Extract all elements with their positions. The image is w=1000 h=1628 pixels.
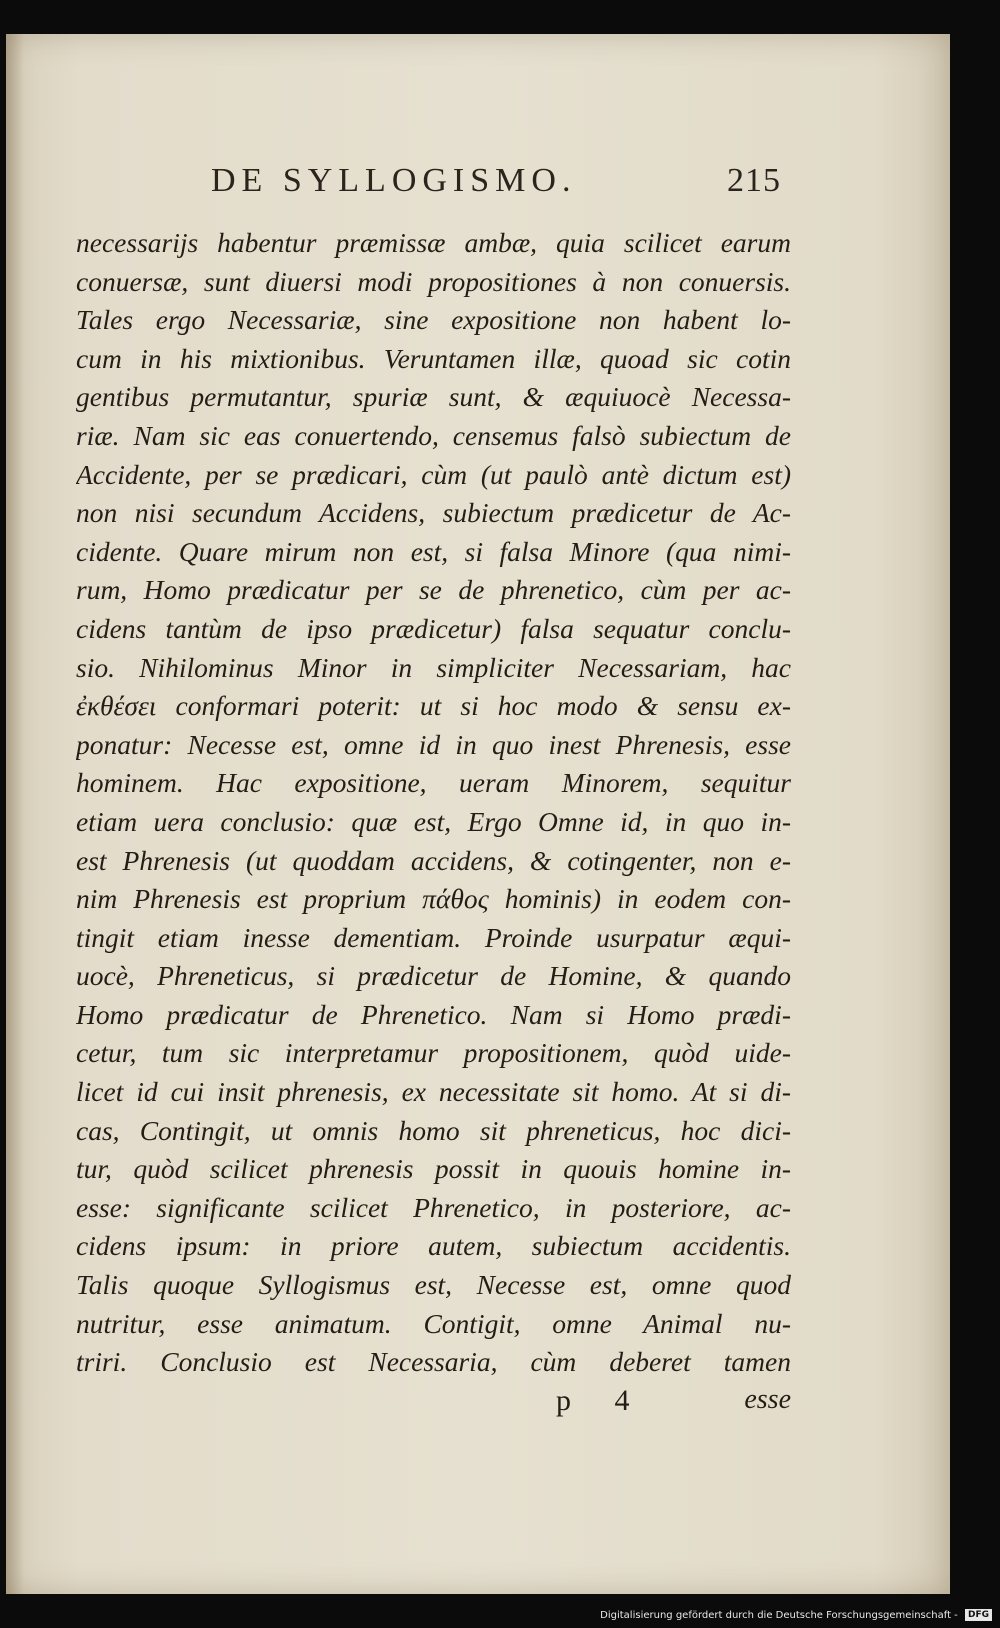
- text-line: cidens ipsum: in priore autem, subiectum accidentis.: [76, 1230, 791, 1262]
- text-line: uocè, Phreneticus, si prædicetur de Homine, & quando: [76, 960, 791, 992]
- text-line: gentibus permutantur, spuriæ sunt, & æquiuocè Necessa-: [76, 381, 791, 413]
- text-line: triri. Conclusio est Necessaria, cùm deberet tamen: [76, 1346, 791, 1378]
- text-line: Talis quoque Syllogismus est, Necesse est, omne quod: [76, 1269, 791, 1301]
- text-line: rum, Homo prædicatur per se de phrenetico, cùm per ac-: [76, 574, 791, 606]
- text-line: cum in his mixtionibus. Veruntamen illæ, quoad sic cotin: [76, 342, 791, 374]
- page-number: 215: [727, 162, 781, 199]
- text-line: Tales ergo Necessariæ, sine expositione non habent lo-: [76, 304, 791, 336]
- dfg-logo: DFG: [965, 1609, 992, 1621]
- text-line: riæ. Nam sic eas conuertendo, censemus falsò subiectum de: [76, 419, 791, 451]
- text-line: sio. Nihilominus Minor in simpliciter Necessariam, hac: [76, 651, 791, 683]
- text-line: non nisi secundum Accidens, subiectum prædicetur de Ac-: [76, 497, 791, 529]
- book-page: [6, 34, 950, 1594]
- text-line: nutritur, esse animatum. Contigit, omne Animal nu-: [76, 1307, 791, 1339]
- page-footer: [76, 1384, 791, 1424]
- body-text: [76, 224, 791, 1382]
- text-line: licet id cui insit phrenesis, ex necessitate sit homo. At si di-: [76, 1076, 791, 1108]
- text-line: hominem. Hac expositione, ueram Minorem, sequitur: [76, 767, 791, 799]
- text-line: tingit etiam inesse dementiam. Proinde usurpatur æqui-: [76, 921, 791, 953]
- text-line: conuersæ, sunt diuersi modi propositiones à non conuersis.: [76, 265, 791, 297]
- text-line: esse: significante scilicet Phrenetico, in posteriore, ac-: [76, 1191, 791, 1223]
- text-line: cetur, tum sic interpretamur propositionem, quòd uide-: [76, 1037, 791, 1069]
- catchword: esse: [744, 1384, 791, 1415]
- signature-mark: p 4: [556, 1384, 648, 1417]
- text-line: ponatur: Necesse est, omne id in quo inest Phrenesis, esse: [76, 728, 791, 760]
- credit-text: Digitalisierung gefördert durch die Deutsche Forschungsgemeinschaft -: [600, 1610, 958, 1621]
- text-line: nim Phrenesis est proprium πάθος hominis) in eodem con-: [76, 883, 791, 915]
- running-header: [211, 162, 781, 212]
- text-line: Homo prædicatur de Phrenetico. Nam si Homo prædi-: [76, 998, 791, 1030]
- text-line: ἐκθέσει conformari poterit: ut si hoc modo & sensu ex-: [76, 690, 791, 722]
- text-line: Accidente, per se prædicari, cùm (ut paulò antè dictum est): [76, 458, 791, 490]
- running-title: DE SYLLOGISMO.: [211, 162, 577, 199]
- text-line: etiam uera conclusio: quæ est, Ergo Omne id, in quo in-: [76, 805, 791, 837]
- text-line: est Phrenesis (ut quoddam accidens, & cotingenter, non e-: [76, 844, 791, 876]
- text-line: necessarijs habentur præmissæ ambæ, quia scilicet earum: [76, 227, 791, 258]
- digitization-credit: [600, 1607, 992, 1625]
- text-line: cidens tantùm de ipso prædicetur) falsa sequatur conclu-: [76, 612, 791, 644]
- text-line: cas, Contingit, ut omnis homo sit phreneticus, hoc dici-: [76, 1114, 791, 1146]
- text-line: cidente. Quare mirum non est, si falsa Minore (qua nimi-: [76, 535, 791, 567]
- text-line: tur, quòd scilicet phrenesis possit in quouis homine in-: [76, 1153, 791, 1185]
